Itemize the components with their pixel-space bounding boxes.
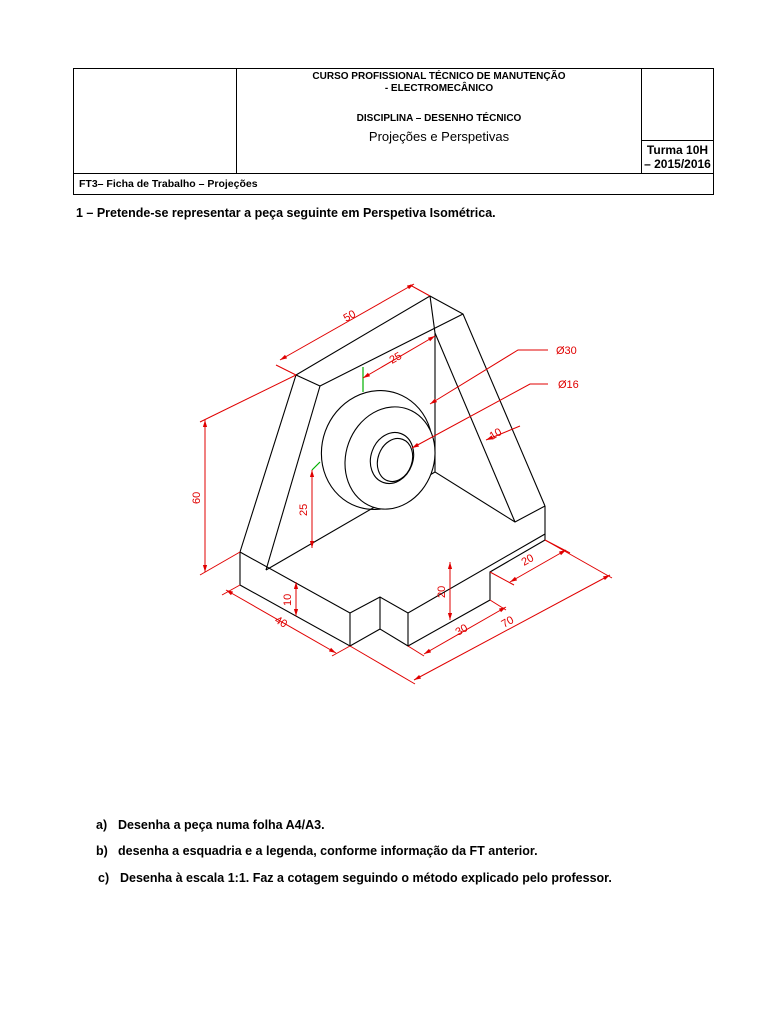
ext-30-a [408,646,424,656]
dia16-label: Ø16 [558,379,579,391]
dim-25-vertical-label: 25 [298,503,310,516]
base-left-face [240,552,350,646]
center-mark-left [312,462,320,470]
worksheet-label: FT3– Ficha de Trabalho – Projeções [74,174,714,195]
rib-edge [435,333,515,522]
topic: Projeções e Perspetivas [368,129,510,144]
discipline: DISCIPLINA – DESENHO TÉCNICO [356,113,522,124]
rib-label: 10 [487,426,505,443]
dim-30-label: 30 [453,622,471,639]
task-c [98,871,612,885]
course-line-1: CURSO PROFISSIONAL TÉCNICO DE MANUTENÇÃO [312,71,566,82]
task-a-text: Desenha a peça numa folha A4/A3. [118,818,325,832]
base-slot-left [350,597,380,646]
task-a-mark: a) [96,818,108,832]
ext-50-b [410,285,430,296]
class-label: Turma 10H – 2015/2016 [642,140,714,173]
upright-right-inner [435,333,545,522]
task-b-mark: b) [96,844,108,858]
ext-60-a [200,375,296,422]
base-right-face [408,534,545,646]
ext-20-b [490,572,514,585]
ext-40-a [222,585,240,595]
base-slot-face [380,613,408,646]
dim-40-label: 40 [272,614,290,631]
dim-20-width-label: 20 [519,552,537,569]
task-c-mark: c) [98,871,110,885]
dim-60-label: 60 [191,491,203,504]
dim-25-top-label: 25 [387,350,405,367]
course-line-2: - ELECTROMECÂNICO [384,83,494,94]
ext-60-b [200,552,240,575]
upright-top-front [296,314,463,386]
task-b [96,844,538,858]
dim-20-width [510,550,566,582]
ext-70-b [545,540,612,578]
dim-70-label: 70 [499,614,517,631]
task-b-text: desenha a esquadria e a legenda, conforme informação da FT anterior. [118,844,538,858]
question-text: 1 – Pretende-se representar a peça seguinte em Perspetiva Isométrica. [76,206,496,220]
dim-20-vertical-label: 20 [436,585,448,598]
dim-50-label: 50 [341,308,359,325]
rib-top [430,296,435,333]
ext-50-a [276,365,296,375]
ext-40-b [332,646,350,656]
part-outline [240,296,545,646]
ext-70-a [350,646,415,684]
leader-dia30 [430,350,548,404]
task-c-text: Desenha à escala 1:1. Faz a cotagem seguindo o método explicado pelo professor. [120,871,612,885]
dim-10-base-label: 10 [282,593,294,606]
task-a [96,818,325,832]
dia30-label: Ø30 [556,345,577,357]
